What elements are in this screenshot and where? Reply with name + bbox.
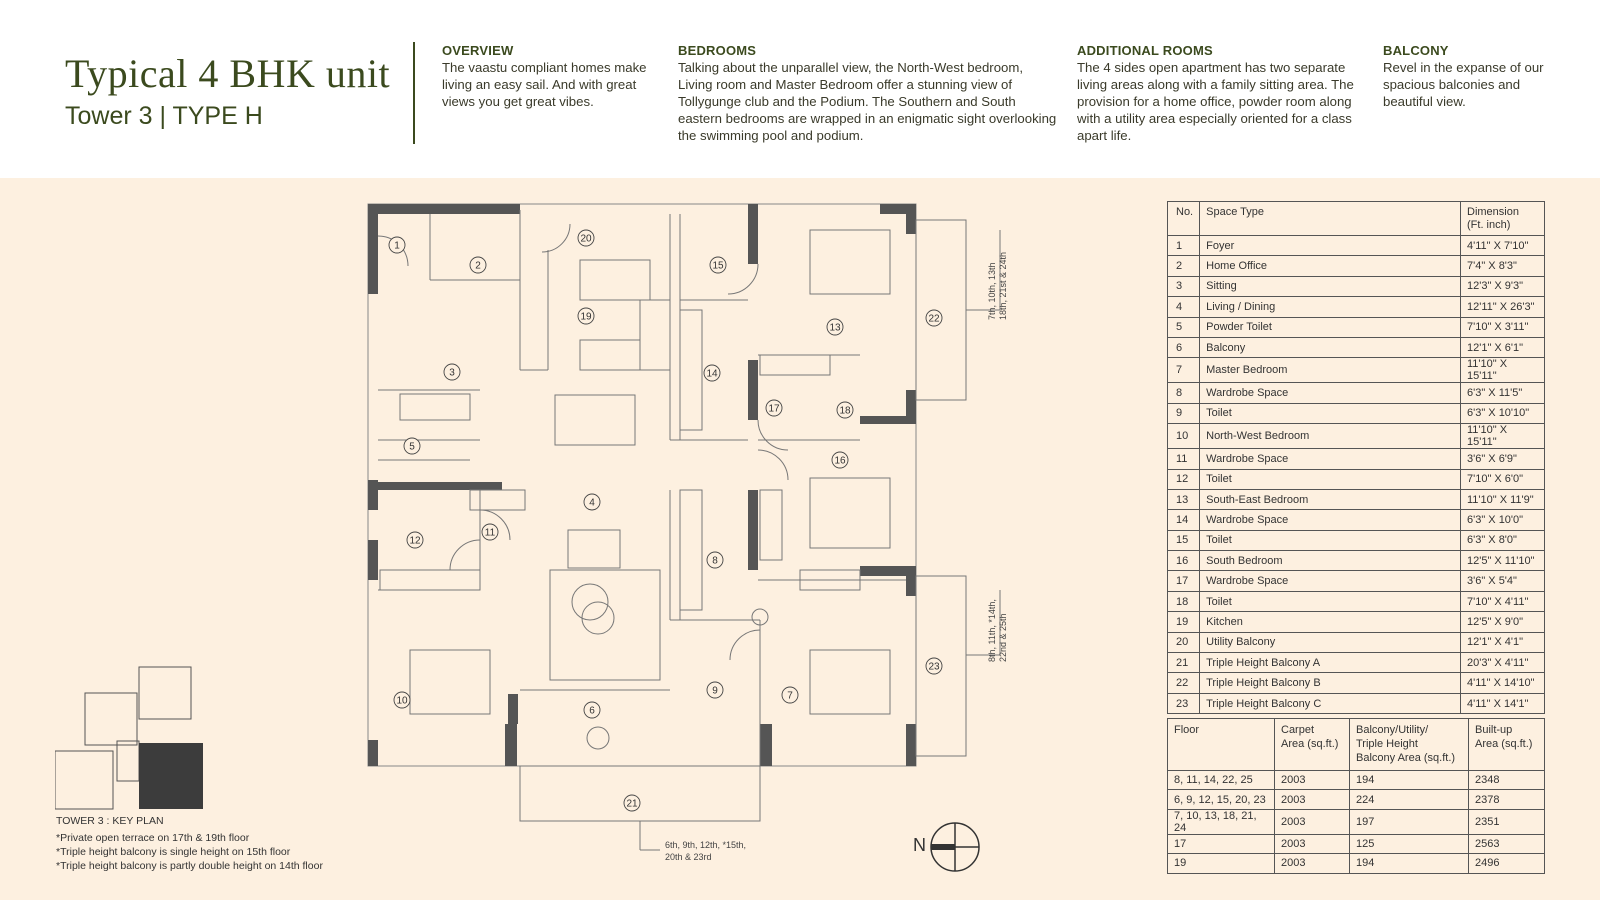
cell-carpet: 2003 [1275, 854, 1350, 873]
room-number-7: 7 [787, 690, 793, 702]
cell-floor: 17 [1168, 834, 1275, 853]
key-plan-title: TOWER 3 : KEY PLAN [56, 815, 164, 827]
cell-type: Home Office [1200, 256, 1461, 276]
table-row [1168, 510, 1545, 530]
cell-no: 6 [1168, 337, 1200, 357]
cell-no: 18 [1168, 591, 1200, 611]
table-row [1168, 653, 1545, 673]
cell-dim: 6'3" X 10'10" [1461, 403, 1545, 423]
cell-floor: 8, 11, 14, 22, 25 [1168, 771, 1275, 790]
cell-type: South Bedroom [1200, 551, 1461, 571]
cell-type: Balcony [1200, 337, 1461, 357]
cell-no: 13 [1168, 489, 1200, 509]
room-number-22: 22 [928, 313, 940, 325]
cell-type: Kitchen [1200, 612, 1461, 632]
room-number-3: 3 [449, 367, 455, 379]
space-type-table [1167, 201, 1545, 714]
cell-type: Foyer [1200, 236, 1461, 256]
col-builtup-area: Built-up Area (sq.ft.) [1469, 719, 1545, 771]
cell-dim: 3'6" X 5'4" [1461, 571, 1545, 591]
cell-no: 4 [1168, 297, 1200, 317]
cell-carpet: 2003 [1275, 790, 1350, 809]
cell-type: Toilet [1200, 530, 1461, 550]
bedrooms-text: Talking about the unparallel view, the North-West bedroom, Living room and Master Bedroom offer a stunning view of Tollygunge club and the Podium. The Southern and South eastern bedrooms are wrapped in an enigmatic sight overlooking the swimming pool and podium. [678, 60, 1057, 143]
balcony-a-floor-label-2: 20th & 23rd [665, 852, 712, 862]
cell-no: 10 [1168, 424, 1200, 449]
balcony-a-floor-label-1: 6th, 9th, 12th, *15th, [665, 840, 747, 850]
cell-no: 21 [1168, 653, 1200, 673]
room-number-1: 1 [394, 240, 400, 252]
cell-no: 9 [1168, 403, 1200, 423]
cell-type: Wardrobe Space [1200, 449, 1461, 469]
cell-type: Utility Balcony [1200, 632, 1461, 652]
cell-no: 11 [1168, 449, 1200, 469]
cell-dim: 7'4" X 8'3" [1461, 256, 1545, 276]
cell-dim: 12'1" X 4'1" [1461, 632, 1545, 652]
table-row [1168, 469, 1545, 489]
table-row [1168, 358, 1545, 383]
cell-type: Sitting [1200, 276, 1461, 296]
table-row [1168, 790, 1545, 809]
cell-no: 2 [1168, 256, 1200, 276]
room-number-20: 20 [580, 233, 592, 245]
room-number-2: 2 [475, 260, 481, 272]
col-dimension: Dimension (Ft. inch) [1461, 202, 1545, 236]
table-header-row [1168, 202, 1545, 236]
table-row [1168, 317, 1545, 337]
note-item: *Triple height balcony is single height on 15th floor [56, 846, 291, 858]
cell-no: 23 [1168, 693, 1200, 713]
cell-dim: 7'10" X 3'11" [1461, 317, 1545, 337]
balcony-b-floor-label-1: 7th, 10th, 13th [987, 262, 997, 320]
cell-dim: 3'6" X 6'9" [1461, 449, 1545, 469]
table-row [1168, 256, 1545, 276]
cell-no: 22 [1168, 673, 1200, 693]
room-number-11: 11 [484, 527, 496, 539]
cell-builtup: 2563 [1469, 834, 1545, 853]
cell-builtup: 2348 [1469, 771, 1545, 790]
cell-dim: 12'5" X 9'0" [1461, 612, 1545, 632]
room-number-4: 4 [589, 497, 595, 509]
room-number-12: 12 [409, 535, 421, 547]
table-row [1168, 809, 1545, 834]
cell-dim: 7'10" X 6'0" [1461, 469, 1545, 489]
cell-balcony: 194 [1350, 771, 1469, 790]
room-number-13: 13 [829, 322, 841, 334]
note-item: *Private open terrace on 17th & 19th floor [56, 832, 250, 844]
cell-floor: 6, 9, 12, 15, 20, 23 [1168, 790, 1275, 809]
note-item: *Triple height balcony is partly double height on 14th floor [56, 860, 323, 872]
cell-dim: 12'3" X 9'3" [1461, 276, 1545, 296]
cell-balcony: 194 [1350, 854, 1469, 873]
key-plan-drawing [55, 665, 215, 813]
cell-builtup: 2496 [1469, 854, 1545, 873]
room-number-21: 21 [626, 798, 638, 810]
room-number-8: 8 [712, 555, 718, 567]
cell-dim: 6'3" X 11'5" [1461, 383, 1545, 403]
table-row [1168, 489, 1545, 509]
cell-no: 20 [1168, 632, 1200, 652]
balcony-section [1383, 42, 1573, 110]
header-band [0, 0, 1600, 178]
floor-plan-drawing [340, 190, 1040, 880]
floor-plan [340, 190, 1040, 880]
floor-area-table [1167, 718, 1545, 874]
cell-no: 7 [1168, 358, 1200, 383]
cell-type: North-West Bedroom [1200, 424, 1461, 449]
table-row [1168, 854, 1545, 873]
table-row [1168, 424, 1545, 449]
cell-dim: 11'10" X 11'9" [1461, 489, 1545, 509]
cell-dim: 7'10" X 4'11" [1461, 591, 1545, 611]
table-row [1168, 771, 1545, 790]
cell-type: Powder Toilet [1200, 317, 1461, 337]
cell-type: Toilet [1200, 469, 1461, 489]
title-divider [413, 42, 415, 144]
table-row [1168, 383, 1545, 403]
table-row [1168, 449, 1545, 469]
key-plan-notes [56, 831, 323, 873]
overview-text: The vaastu compliant homes make living an easy sail. And with great views you get great vibes. [442, 60, 647, 109]
cell-no: 3 [1168, 276, 1200, 296]
balcony-text: Revel in the expanse of our spacious balconies and beautiful view. [1383, 60, 1544, 109]
cell-dim: 12'1" X 6'1" [1461, 337, 1545, 357]
table-row [1168, 673, 1545, 693]
cell-carpet: 2003 [1275, 771, 1350, 790]
cell-dim: 4'11" X 7'10" [1461, 236, 1545, 256]
table-row [1168, 571, 1545, 591]
cell-type: Toilet [1200, 403, 1461, 423]
cell-no: 15 [1168, 530, 1200, 550]
cell-type: Wardrobe Space [1200, 383, 1461, 403]
table-row [1168, 530, 1545, 550]
cell-no: 1 [1168, 236, 1200, 256]
cell-no: 16 [1168, 551, 1200, 571]
room-number-16: 16 [834, 455, 846, 467]
cell-no: 5 [1168, 317, 1200, 337]
cell-type: South-East Bedroom [1200, 489, 1461, 509]
cell-balcony: 125 [1350, 834, 1469, 853]
table-row [1168, 551, 1545, 571]
cell-dim: 4'11" X 14'10" [1461, 673, 1545, 693]
room-number-10: 10 [396, 695, 408, 707]
cell-builtup: 2378 [1469, 790, 1545, 809]
room-number-6: 6 [589, 705, 595, 717]
col-space-type: Space Type [1200, 202, 1461, 236]
table-row [1168, 632, 1545, 652]
north-label: N [913, 835, 926, 855]
room-number-9: 9 [712, 685, 718, 697]
balcony-heading: BALCONY [1383, 43, 1449, 58]
cell-carpet: 2003 [1275, 809, 1350, 834]
page-subtitle: Tower 3 | TYPE H [65, 102, 263, 130]
cell-balcony: 224 [1350, 790, 1469, 809]
cell-type: Triple Height Balcony B [1200, 673, 1461, 693]
cell-dim: 20'3" X 4'11" [1461, 653, 1545, 673]
cell-no: 12 [1168, 469, 1200, 489]
table-row [1168, 297, 1545, 317]
room-number-14: 14 [706, 368, 718, 380]
cell-no: 17 [1168, 571, 1200, 591]
col-carpet-area: Carpet Area (sq.ft.) [1275, 719, 1350, 771]
bedrooms-heading: BEDROOMS [678, 43, 757, 58]
cell-floor: 7, 10, 13, 18, 21, 24 [1168, 809, 1275, 834]
cell-type: Triple Height Balcony A [1200, 653, 1461, 673]
cell-type: Master Bedroom [1200, 358, 1461, 383]
room-number-17: 17 [768, 403, 780, 415]
table-row [1168, 236, 1545, 256]
bedrooms-section [678, 42, 1058, 144]
cell-balcony: 197 [1350, 809, 1469, 834]
additional-rooms-section [1077, 42, 1367, 144]
cell-no: 14 [1168, 510, 1200, 530]
cell-type: Wardrobe Space [1200, 571, 1461, 591]
cell-dim: 12'11" X 26'3" [1461, 297, 1545, 317]
balcony-c-floor-label-1: 8th, 11th, *14th, [987, 599, 997, 662]
col-balcony-area: Balcony/Utility/ Triple Height Balcony Area (sq.ft.) [1350, 719, 1469, 771]
cell-dim: 11'10" X 15'11" [1461, 358, 1545, 383]
cell-dim: 4'11" X 14'1" [1461, 693, 1545, 713]
cell-type: Wardrobe Space [1200, 510, 1461, 530]
overview-section [442, 42, 662, 110]
cell-type: Toilet [1200, 591, 1461, 611]
room-number-23: 23 [928, 661, 940, 673]
table-row [1168, 591, 1545, 611]
table-row [1168, 834, 1545, 853]
cell-floor: 19 [1168, 854, 1275, 873]
balcony-c-floor-label-2: 22nd & 25th [998, 613, 1008, 662]
cell-no: 8 [1168, 383, 1200, 403]
room-number-19: 19 [580, 311, 592, 323]
balcony-b-floor-label-2: 18th, 21st & 24th [998, 251, 1008, 320]
cell-builtup: 2351 [1469, 809, 1545, 834]
cell-no: 19 [1168, 612, 1200, 632]
additional-heading: ADDITIONAL ROOMS [1077, 43, 1213, 58]
table-row [1168, 693, 1545, 713]
cell-dim: 6'3" X 8'0" [1461, 530, 1545, 550]
overview-heading: OVERVIEW [442, 43, 514, 58]
cell-type: Triple Height Balcony C [1200, 693, 1461, 713]
room-number-15: 15 [712, 260, 724, 272]
cell-dim: 6'3" X 10'0" [1461, 510, 1545, 530]
page-title: Typical 4 BHK unit [65, 51, 391, 96]
room-number-5: 5 [409, 441, 415, 453]
table-header-row [1168, 719, 1545, 771]
col-floor: Floor [1168, 719, 1275, 771]
cell-dim: 12'5" X 11'10" [1461, 551, 1545, 571]
table-row [1168, 337, 1545, 357]
cell-carpet: 2003 [1275, 834, 1350, 853]
table-row [1168, 403, 1545, 423]
col-no: No. [1168, 202, 1200, 236]
additional-text: The 4 sides open apartment has two separate living areas along with a family sitting area. The provision for a home office, powder room along with a utility area especially oriented for a class apart life. [1077, 60, 1354, 143]
cell-type: Living / Dining [1200, 297, 1461, 317]
table-row [1168, 612, 1545, 632]
cell-dim: 11'10" X 15'11" [1461, 424, 1545, 449]
room-number-18: 18 [839, 405, 851, 417]
table-row [1168, 276, 1545, 296]
